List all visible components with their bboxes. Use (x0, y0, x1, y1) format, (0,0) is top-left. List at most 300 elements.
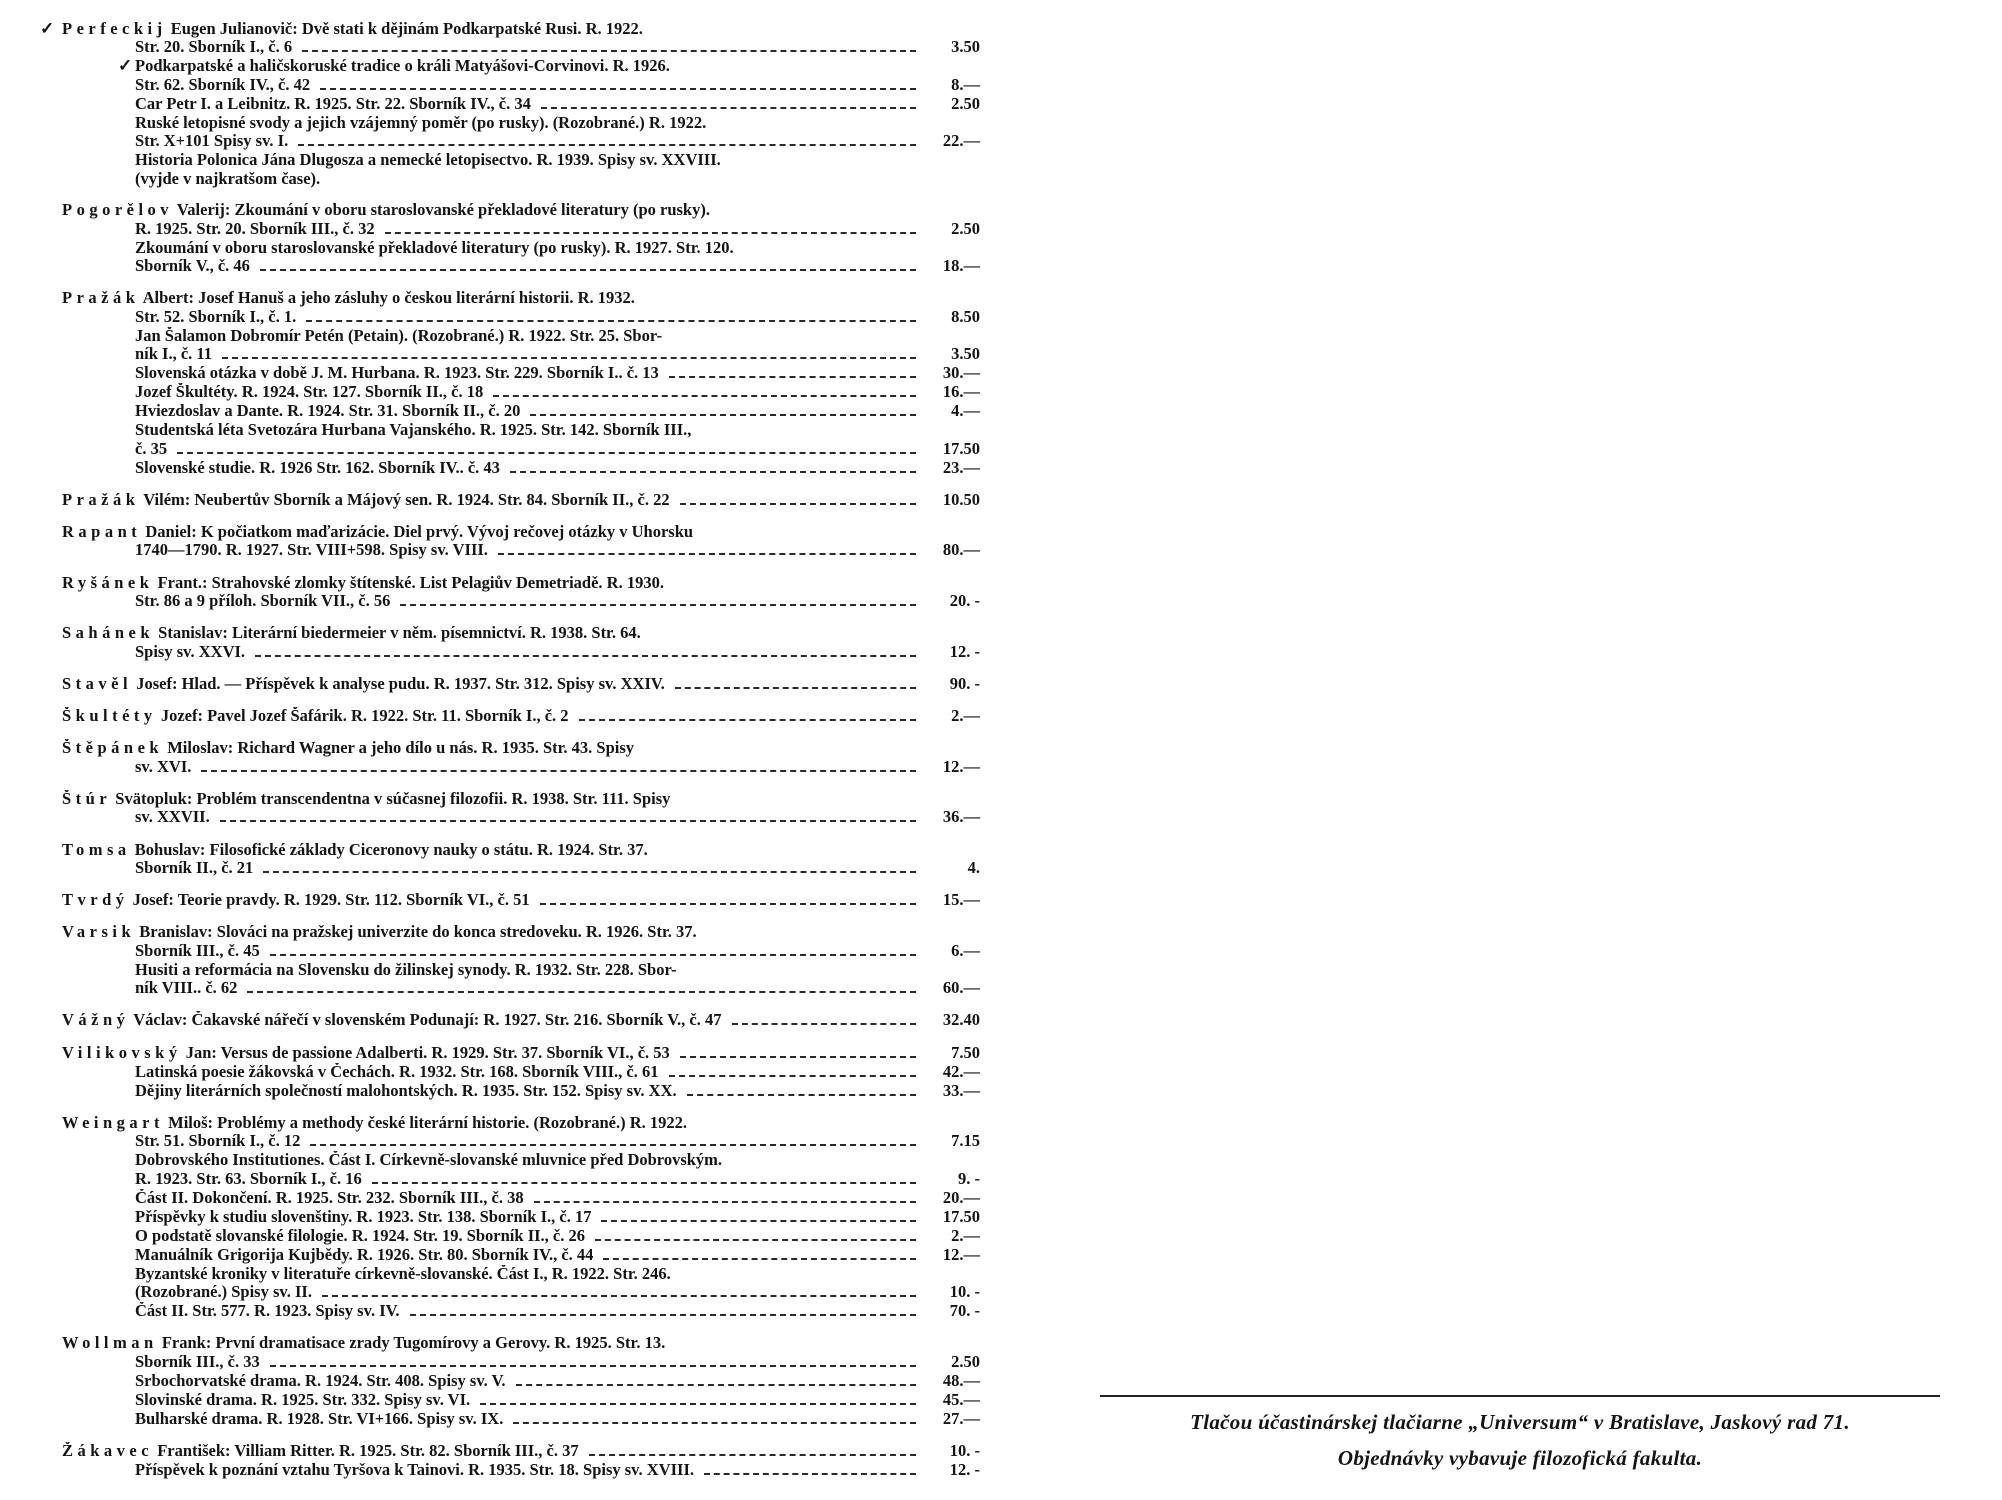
entry-text: Část II. Str. 577. R. 1923. Spisy sv. IV. (135, 1302, 400, 1321)
entry-line (62, 459, 980, 478)
author-surname: Perfeckij (62, 20, 167, 38)
entry-text: 1740—1790. R. 1927. Str. VIII+598. Spisy sv. VIII. (135, 541, 488, 560)
entry-title (135, 1302, 400, 1320)
leader-dashes (302, 49, 916, 52)
price: 12. - (949, 1459, 980, 1479)
entry-line (62, 345, 980, 364)
catalog-entry (40, 289, 980, 477)
entry-line (62, 220, 980, 239)
price: 22.— (942, 131, 980, 151)
entry-line (62, 1114, 980, 1132)
entry-heading (62, 574, 664, 592)
price: 12.— (942, 756, 980, 776)
entry-text: Str. X+101 Spisy sv. I. (135, 132, 289, 151)
entry-line (62, 151, 980, 169)
leader-dashes (177, 451, 916, 454)
entry-line (62, 1082, 980, 1101)
leader-dashes (510, 470, 916, 473)
author-surname: Tomsa (62, 840, 131, 859)
catalog-entry (40, 1442, 980, 1480)
leader-dashes (480, 1402, 916, 1405)
entry-line (62, 643, 980, 662)
checkmark-icon: ✓ (40, 19, 55, 38)
entry-text: Historia Polonica Jána Dlugosza a nemecké letopisectvo. R. 1939. Spisy sv. XXVIII. (135, 151, 721, 170)
entry-title (135, 1189, 524, 1207)
entry-text: Miloslav: Richard Wagner a jeho dílo u nás. R. 1935. Str. 43. Spisy (167, 739, 635, 758)
entry-text: Bohuslav: Filosofické základy Ciceronovy nauky o státu. R. 1924. Str. 37. (134, 840, 648, 859)
leader-dashes (534, 1200, 916, 1203)
entry-text: Car Petr I. a Leibnitz. R. 1925. Str. 22. Sborník IV., č. 34 (135, 94, 531, 113)
entry-title (135, 1461, 694, 1479)
checkmark-icon: ✓ (118, 56, 133, 75)
entry-text: Slovenské studie. R. 1926 Str. 162. Sborník IV.. č. 43 (135, 458, 500, 477)
entry-line (62, 942, 980, 961)
entry-text: František: Villiam Ritter. R. 1925. Str. 82. Sborník III., č. 37 (157, 1441, 579, 1460)
price: 15.— (942, 890, 980, 910)
entry-title (135, 1353, 260, 1371)
price: 23.— (942, 457, 980, 477)
catalog-entry (40, 923, 980, 998)
entry-text: Josef: Teorie pravdy. R. 1929. Str. 112. Sborník VI., č. 51 (132, 891, 530, 910)
entry-line (62, 38, 980, 57)
leader-dashes (530, 413, 916, 416)
entry-title (135, 364, 659, 382)
entry-line (62, 1189, 980, 1208)
price: 20.— (942, 1187, 980, 1207)
entry-line (62, 132, 980, 151)
leader-dashes (675, 686, 916, 689)
entry-line (62, 201, 980, 219)
entry-text: Jan Šalamon Dobromír Petén (Petain). (Rozobrané.) R. 1922. Str. 25. Sbor- (135, 326, 663, 345)
entry-heading (62, 707, 569, 725)
price: 10. - (949, 1282, 980, 1302)
entry-title (135, 1170, 362, 1188)
price: 90. - (949, 673, 980, 693)
entry-title (135, 327, 662, 345)
catalog-entry (40, 491, 980, 510)
leader-dashes (320, 87, 916, 90)
entry-line (62, 675, 980, 694)
entry-title (135, 95, 531, 113)
entry-text: Dobrovského Institutiones. Část I. Církevně-slovanské mluvnice před Dobrovským. (135, 1151, 723, 1170)
entry-line (62, 1044, 980, 1063)
entry-title (135, 1246, 593, 1264)
price: 3.50 (951, 37, 980, 57)
entry-title (135, 239, 734, 257)
leader-dashes (589, 1453, 916, 1456)
entry-title (135, 1227, 585, 1245)
entry-title (135, 758, 191, 776)
entry-text: Vilém: Neubertův Sborník a Májový sen. R. 1924. Str. 84. Sborník II., č. 22 (143, 490, 670, 509)
entry-text: č. 35 (135, 439, 168, 458)
entry-text: Husiti a reformácia na Slovensku do žilinskej synody. R. 1932. Str. 228. Sbor- (135, 960, 677, 979)
price: 70. - (949, 1301, 980, 1321)
price: 17.50 (942, 1206, 980, 1226)
entry-line (62, 1410, 980, 1429)
entry-title (135, 76, 310, 94)
entry-line (62, 592, 980, 611)
leader-dashes (516, 1383, 916, 1386)
entry-title (135, 38, 292, 56)
entry-title (135, 1151, 722, 1169)
price: 32.40 (942, 1010, 980, 1030)
entry-line (62, 1063, 980, 1082)
price: 30.— (942, 363, 980, 383)
entry-line (62, 1208, 980, 1227)
entry-title (135, 383, 483, 401)
price: 2.50 (951, 218, 980, 238)
entry-title (135, 402, 520, 420)
entry-line (62, 808, 980, 827)
entry-text: (vyjde v najkratšom čase). (135, 169, 321, 188)
author-surname: Rapant (62, 522, 142, 541)
entry-text: Slovenská otázka v době J. M. Hurbana. R. 1923. Str. 229. Sborník I.. č. 13 (135, 364, 659, 383)
entry-line (62, 1132, 980, 1151)
entry-text: Jozef Škultéty. R. 1924. Str. 127. Sborník II., č. 18 (135, 383, 484, 402)
author-surname: Ryšánek (62, 573, 154, 592)
leader-dashes (493, 394, 916, 397)
entry-heading (62, 1114, 687, 1132)
entry-text: Příspěvky k studiu slovenštiny. R. 1923. Str. 138. Sborník I., č. 17 (135, 1207, 592, 1226)
price: 80.— (942, 540, 980, 560)
entry-text: Podkarpatské a haličskoruské tradice o králi Matyášovi-Corvinovi. R. 1926. (135, 57, 670, 76)
entry-line (62, 1372, 980, 1391)
author-surname: Žákavec (62, 1441, 154, 1460)
entry-title (135, 151, 721, 169)
price: 7.15 (951, 1131, 980, 1151)
price: 12. - (949, 641, 980, 661)
entry-line (62, 1011, 980, 1030)
entry-heading (62, 1011, 722, 1029)
leader-dashes (579, 718, 916, 721)
entry-text: Daniel: K počiatkom maďarizácie. Diel prvý. Vývoj rečovej otázky v Uhorsku (145, 522, 694, 541)
catalog-entry (40, 675, 980, 694)
price: 60.— (942, 978, 980, 998)
entry-text: Václav: Čakavské nářečí v slovenském Podunají: R. 1927. Str. 216. Sborník V., č. 47 (133, 1011, 722, 1030)
entry-title (135, 1063, 659, 1081)
leader-dashes (680, 1055, 916, 1058)
leader-dashes (669, 1074, 917, 1077)
entry-text: Bulharské drama. R. 1928. Str. VI+166. Spisy sv. IX. (135, 1409, 504, 1428)
leader-dashes (400, 603, 916, 606)
catalog-column (40, 20, 980, 1480)
entry-title (135, 859, 253, 877)
entry-line (62, 1283, 980, 1302)
entry-text: Str. 62. Sborník IV., č. 42 (135, 75, 311, 94)
entry-heading (62, 624, 641, 642)
entry-line (62, 758, 980, 777)
entry-heading (62, 201, 710, 219)
price: 9. - (958, 1168, 980, 1188)
entry-text: Studentská léta Svetozára Hurbana Vajanského. R. 1925. Str. 142. Sborník III., (135, 421, 692, 440)
price: 7.50 (951, 1042, 980, 1062)
entry-text: Spisy sv. XXVI. (135, 642, 246, 661)
entry-line (62, 20, 980, 38)
price: 2.50 (951, 93, 980, 113)
entry-text: Sborník II., č. 21 (135, 858, 254, 877)
leader-dashes (306, 319, 916, 322)
catalog-entry (40, 1011, 980, 1030)
author-surname: Vážný (62, 1011, 130, 1030)
entry-heading (62, 739, 634, 757)
entry-text: Eugen Julianovič: Dvě stati k dějinám Podkarpatské Rusi. R. 1922. (170, 20, 643, 38)
leader-dashes (255, 654, 916, 657)
entry-heading (62, 790, 670, 808)
author-surname: Škultéty (62, 707, 157, 726)
author-surname: Sahánek (62, 624, 155, 643)
price: 8.50 (951, 306, 980, 326)
entry-text: Str. 51. Sborník I., č. 12 (135, 1132, 301, 1151)
entry-line (62, 327, 980, 345)
entry-title (135, 1410, 503, 1428)
price: 3.50 (951, 344, 980, 364)
entry-text: Str. 52. Sborník I., č. 1. (135, 307, 297, 326)
entry-text: sv. XXVII. (135, 808, 210, 827)
entry-line (62, 961, 980, 979)
entry-text: O podstatě slovanské filologie. R. 1924. Str. 19. Sborník II., č. 26 (135, 1226, 585, 1245)
price: 6.— (951, 940, 980, 960)
leader-dashes (540, 902, 916, 905)
price: 18.— (942, 256, 980, 276)
price: 20. - (949, 590, 980, 610)
entry-line (62, 1391, 980, 1410)
entry-text: Str. 20. Sborník I., č. 6 (135, 38, 293, 57)
price: 4. (967, 857, 980, 877)
entry-line (62, 95, 980, 114)
entry-line (62, 239, 980, 257)
leader-dashes (222, 356, 916, 359)
entry-line (62, 421, 980, 439)
entry-heading (62, 1044, 670, 1062)
catalog-entry (40, 20, 980, 188)
entry-text: Svätopluk: Problém transcendentna v súčasnej filozofii. R. 1938. Str. 111. Spisy (115, 789, 671, 808)
entry-text: Dějiny literárních společností malohontských. R. 1935. Str. 152. Spisy sv. XX. (135, 1081, 677, 1100)
entry-line (62, 859, 980, 878)
entry-title (135, 1082, 677, 1100)
price: 42.— (942, 1061, 980, 1081)
price: 8.— (951, 74, 980, 94)
catalog-entry (40, 574, 980, 611)
price: 48.— (942, 1370, 980, 1390)
author-surname: Pogorělov (62, 201, 174, 220)
price: 27.— (942, 1408, 980, 1428)
price: 2.— (951, 1225, 980, 1245)
entry-line (62, 257, 980, 276)
entry-title (135, 308, 296, 326)
entry-heading (62, 289, 635, 307)
price: 17.50 (942, 438, 980, 458)
entry-text: Miloš: Problémy a methody české literární historie. (Rozobrané.) R. 1922. (168, 1113, 688, 1132)
entry-line (62, 1151, 980, 1169)
entry-text: Sborník III., č. 33 (135, 1352, 260, 1371)
leader-dashes (270, 953, 916, 956)
price: 2.— (951, 706, 980, 726)
leader-dashes (669, 375, 916, 378)
leader-dashes (541, 106, 916, 109)
entry-line (62, 1353, 980, 1372)
entry-heading (62, 523, 693, 541)
price: 10. - (949, 1440, 980, 1460)
price: 16.— (942, 382, 980, 402)
entry-title (135, 132, 288, 150)
catalog-entry (40, 1044, 980, 1101)
leader-dashes (601, 1219, 916, 1222)
entry-line (62, 170, 980, 188)
entry-line (62, 491, 980, 510)
entry-line (62, 383, 980, 402)
leader-dashes (263, 870, 916, 873)
entry-text: Slovinské drama. R. 1925. Str. 332. Spisy sv. VI. (135, 1390, 471, 1409)
entry-title (135, 643, 245, 661)
leader-dashes (247, 990, 916, 993)
catalog-entry (40, 739, 980, 776)
entry-title (135, 1283, 312, 1301)
entry-line (62, 739, 980, 757)
entry-text: Jan: Versus de passione Adalberti. R. 1929. Str. 37. Sborník VI., č. 53 (185, 1043, 670, 1062)
leader-dashes (220, 819, 916, 822)
price: 12.— (942, 1244, 980, 1264)
leader-dashes (513, 1421, 916, 1424)
entry-title (135, 345, 212, 363)
entry-title (135, 541, 488, 559)
leader-dashes (372, 1181, 916, 1184)
entry-text: Valerij: Zkoumání v oboru staroslovanské překladové literatury (po rusky). (176, 201, 710, 220)
entry-text: (Rozobrané.) Spisy sv. II. (135, 1283, 312, 1302)
entry-title (135, 459, 500, 477)
leader-dashes (595, 1238, 916, 1241)
entry-text: sv. XVI. (135, 757, 192, 776)
entry-text: Ruské letopisné svody a jejich vzájemný poměr (po rusky). (Rozobrané.) R. 1922. (135, 113, 707, 132)
entry-text: R. 1923. Str. 63. Sborník I., č. 16 (135, 1169, 362, 1188)
author-surname: Varsik (62, 923, 136, 942)
entry-text: Str. 86 a 9 příloh. Sborník VII., č. 56 (135, 591, 391, 610)
entry-heading (62, 923, 697, 941)
printer-imprint (1100, 1395, 1940, 1471)
entry-title (135, 440, 167, 458)
entry-title (135, 1391, 470, 1409)
entry-line (62, 1461, 980, 1480)
entry-line (62, 1302, 980, 1321)
entry-heading (62, 1442, 579, 1460)
entry-text: Hviezdoslav a Dante. R. 1924. Str. 31. Sborník II., č. 20 (135, 402, 521, 421)
entry-text: ník I., č. 11 (135, 345, 213, 364)
entry-heading (62, 841, 648, 859)
entry-line (62, 289, 980, 307)
leader-dashes (385, 231, 916, 234)
catalog-entry (40, 523, 980, 560)
entry-title (135, 592, 390, 610)
leader-dashes (270, 1364, 916, 1367)
catalog-entry (40, 841, 980, 878)
price: 10.50 (942, 489, 980, 509)
leader-dashes (310, 1143, 916, 1146)
entry-line (62, 1170, 980, 1189)
author-surname: Weingart (62, 1113, 164, 1132)
leader-dashes (680, 502, 916, 505)
entry-heading (62, 1334, 665, 1352)
author-surname: Pražák (62, 490, 140, 509)
entry-line (62, 707, 980, 726)
entry-title (135, 961, 677, 979)
catalog-entry (40, 1334, 980, 1428)
entry-text: Albert: Josef Hanuš a jeho zásluhy o českou literární historii. R. 1932. (142, 289, 635, 308)
entry-line (62, 574, 980, 592)
entry-title (135, 1265, 671, 1283)
entry-heading (62, 675, 665, 693)
entry-heading (62, 20, 643, 38)
entry-text: Frant.: Strahovské zlomky štítenské. List Pelagiův Demetriadě. R. 1930. (157, 573, 664, 592)
entry-title (135, 257, 250, 275)
entry-line (62, 1334, 980, 1352)
entry-text: Frank: První dramatisace zrady Tugomírovy a Gerovy. R. 1925. Str. 13. (161, 1334, 666, 1353)
entry-heading (62, 891, 530, 909)
leader-dashes (704, 1472, 916, 1475)
leader-dashes (498, 552, 916, 555)
author-surname: Stavěl (62, 674, 133, 693)
entry-line (62, 923, 980, 941)
author-surname: Štúr (62, 789, 112, 808)
catalog-entry (40, 624, 980, 661)
price: 33.— (942, 1080, 980, 1100)
entry-line (62, 440, 980, 459)
entry-text: Byzantské kroniky v literatuře církevně-slovanské. Část I., R. 1922. Str. 246. (135, 1264, 671, 1283)
entry-title (135, 57, 670, 75)
entry-line (62, 1246, 980, 1265)
catalog-entry (40, 707, 980, 726)
entry-text: Sborník V., č. 46 (135, 257, 250, 276)
entry-text: R. 1925. Str. 20. Sborník III., č. 32 (135, 219, 375, 238)
entry-line (62, 1265, 980, 1283)
entry-line (62, 790, 980, 808)
leader-dashes (732, 1022, 917, 1025)
leader-dashes (260, 268, 916, 271)
catalog-entry (40, 201, 980, 276)
imprint-orders-line: Objednávky vybavuje filozofická fakulta. (1337, 1446, 1703, 1470)
entry-text: Sborník III., č. 45 (135, 941, 260, 960)
author-surname: Pražák (62, 289, 140, 308)
entry-text: Josef: Hlad. — Příspěvek k analyse pudu. R. 1937. Str. 312. Spisy sv. XXIV. (136, 674, 665, 693)
entry-line (62, 402, 980, 421)
entry-title (135, 979, 237, 997)
entry-line (62, 541, 980, 560)
entry-title (135, 1372, 506, 1390)
entry-text: Stanislav: Literární biedermeier v něm. písemnictví. R. 1938. Str. 64. (158, 624, 641, 643)
entry-line (62, 1442, 980, 1461)
entry-line (62, 364, 980, 383)
entry-title (135, 942, 260, 960)
leader-dashes (322, 1294, 916, 1297)
entry-text: Příspěvek k poznání vztahu Tyršova k Tainovi. R. 1935. Str. 18. Spisy sv. XVIII. (135, 1460, 694, 1479)
price: 4.— (951, 401, 980, 421)
entry-text: ník VIII.. č. 62 (135, 979, 238, 998)
author-surname: Tvrdý (62, 891, 129, 910)
entry-line (62, 624, 980, 642)
price: 36.— (942, 807, 980, 827)
entry-title (135, 808, 210, 826)
entry-title (135, 1132, 300, 1150)
catalog-entry (40, 891, 980, 910)
author-surname: Vilikovský (62, 1043, 182, 1062)
leader-dashes (687, 1093, 916, 1096)
catalog-entry (40, 790, 980, 827)
entry-line (62, 1227, 980, 1246)
entry-line (62, 76, 980, 95)
author-surname: Štěpánek (62, 739, 164, 758)
entry-line (62, 308, 980, 327)
price: 2.50 (951, 1351, 980, 1371)
price: 45.— (942, 1389, 980, 1409)
entry-title (135, 170, 320, 188)
